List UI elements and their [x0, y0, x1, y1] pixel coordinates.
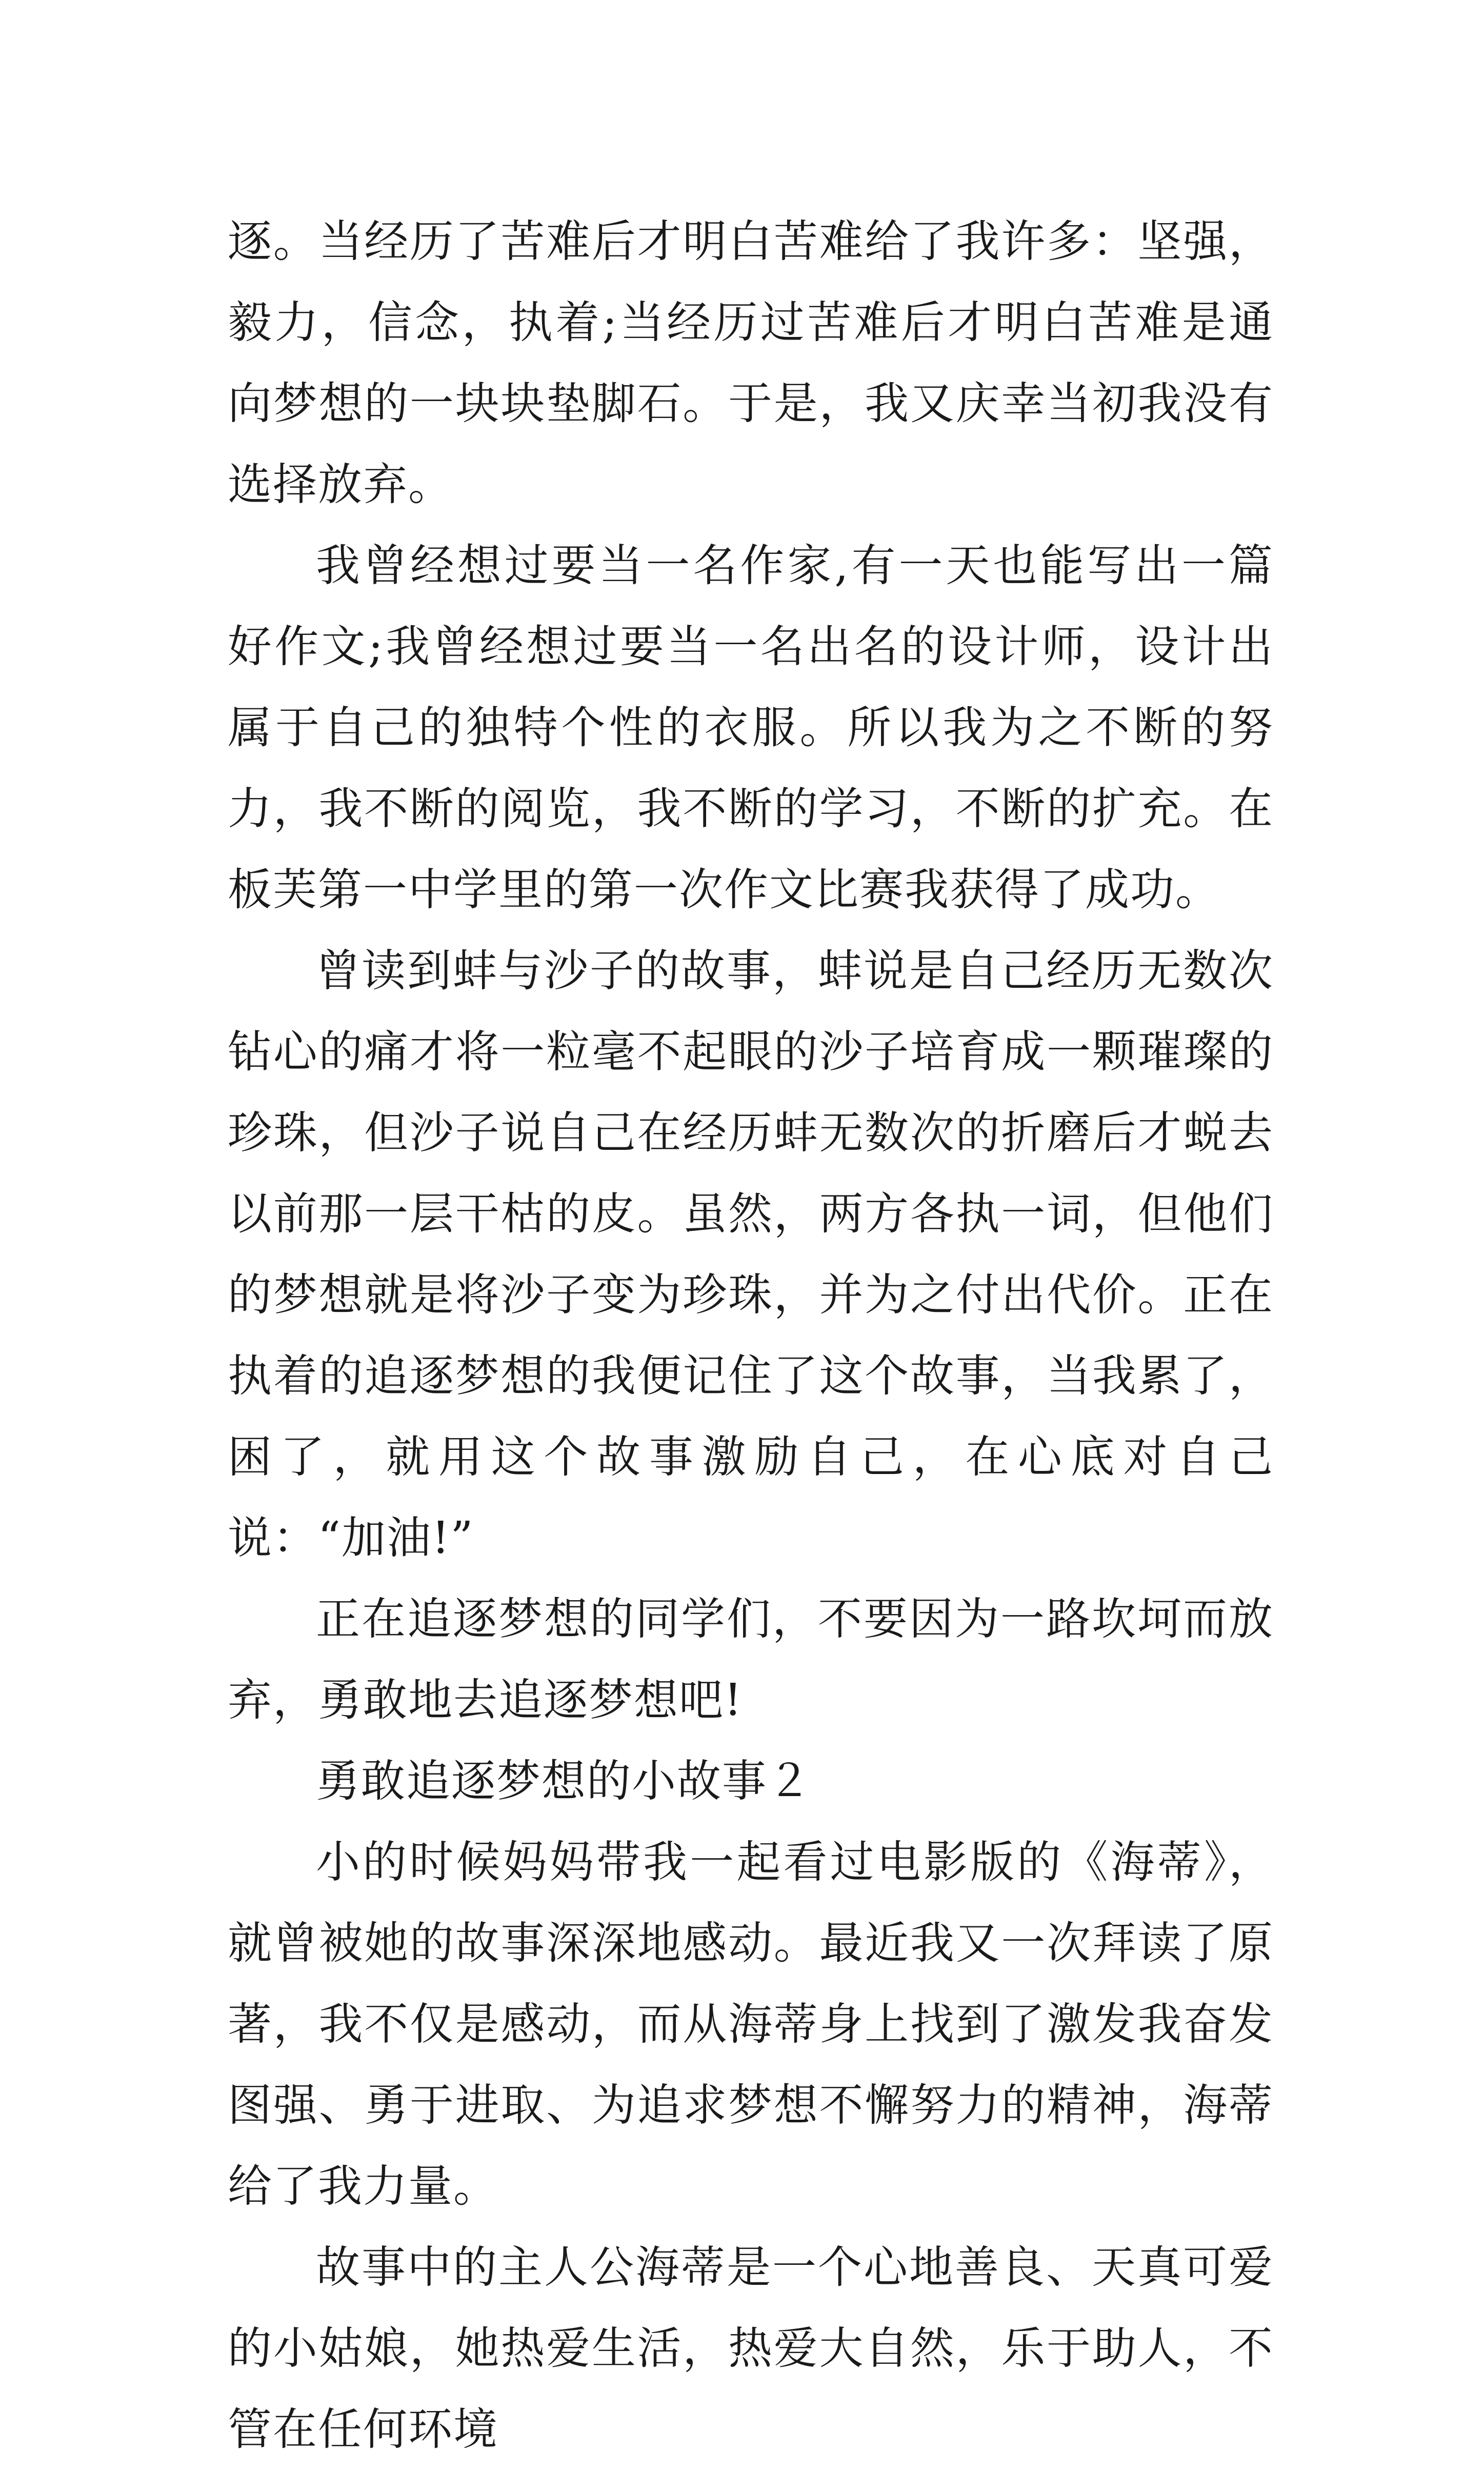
paragraph-2: 我曾经想过要当一名作家,有一天也能写出一篇好作文;我曾经想过要当一名出名的设计师，设计出属于自己的独特个性的衣服。所以我为之不断的努力，我不断的阅览，我不断的学习，不断的扩充。在板芙第一中学里的第一次作文比赛我获得了成功。: [228, 540, 1274, 915]
paragraph-6: 故事中的主人公海蒂是一个心地善良、天真可爱的小姑娘，她热爱生活，热爱大自然，乐于助人，不管在任何环境: [228, 2242, 1274, 2455]
section-heading: 勇敢追逐梦想的小故事２: [316, 1756, 812, 1807]
paragraph-3: 曾读到蚌与沙子的故事，蚌说是自己经历无数次钻心的痛才将一粒毫不起眼的沙子培育成一颗璀璨的珍珠，但沙子说自己在经历蚌无数次的折磨后才蜕去以前那一层干枯的皮。虽然，两方各执一词，但他们的梦想就是将沙子变为珍珠，并为之付出代价。正在执着的追逐梦想的我便记住了这个故事，当我累了，困了，就用这个故事激励自己，在心底对自己说：“加油!”: [228, 945, 1274, 1564]
paragraph-5: 小的时候妈妈带我一起看过电影版的《海蒂》，就曾被她的故事深深地感动。最近我又一次拜读了原著，我不仅是感动，而从海蒂身上找到了激发我奋发图强、勇于进取、为追求梦想不懈努力的精神，海蒂给了我力量。: [228, 1837, 1274, 2212]
paragraph-4: 正在追逐梦想的同学们，不要因为一路坎坷而放弃，勇敢地去追逐梦想吧!: [228, 1593, 1274, 1726]
paragraph-1: 逐。当经历了苦难后才明白苦难给了我许多：坚强，毅力，信念，执着;当经历过苦难后才明白苦难是通向梦想的一块块垫脚石。于是，我又庆幸当初我没有选择放弃。: [228, 216, 1274, 510]
document-body: [228, 201, 1274, 2470]
